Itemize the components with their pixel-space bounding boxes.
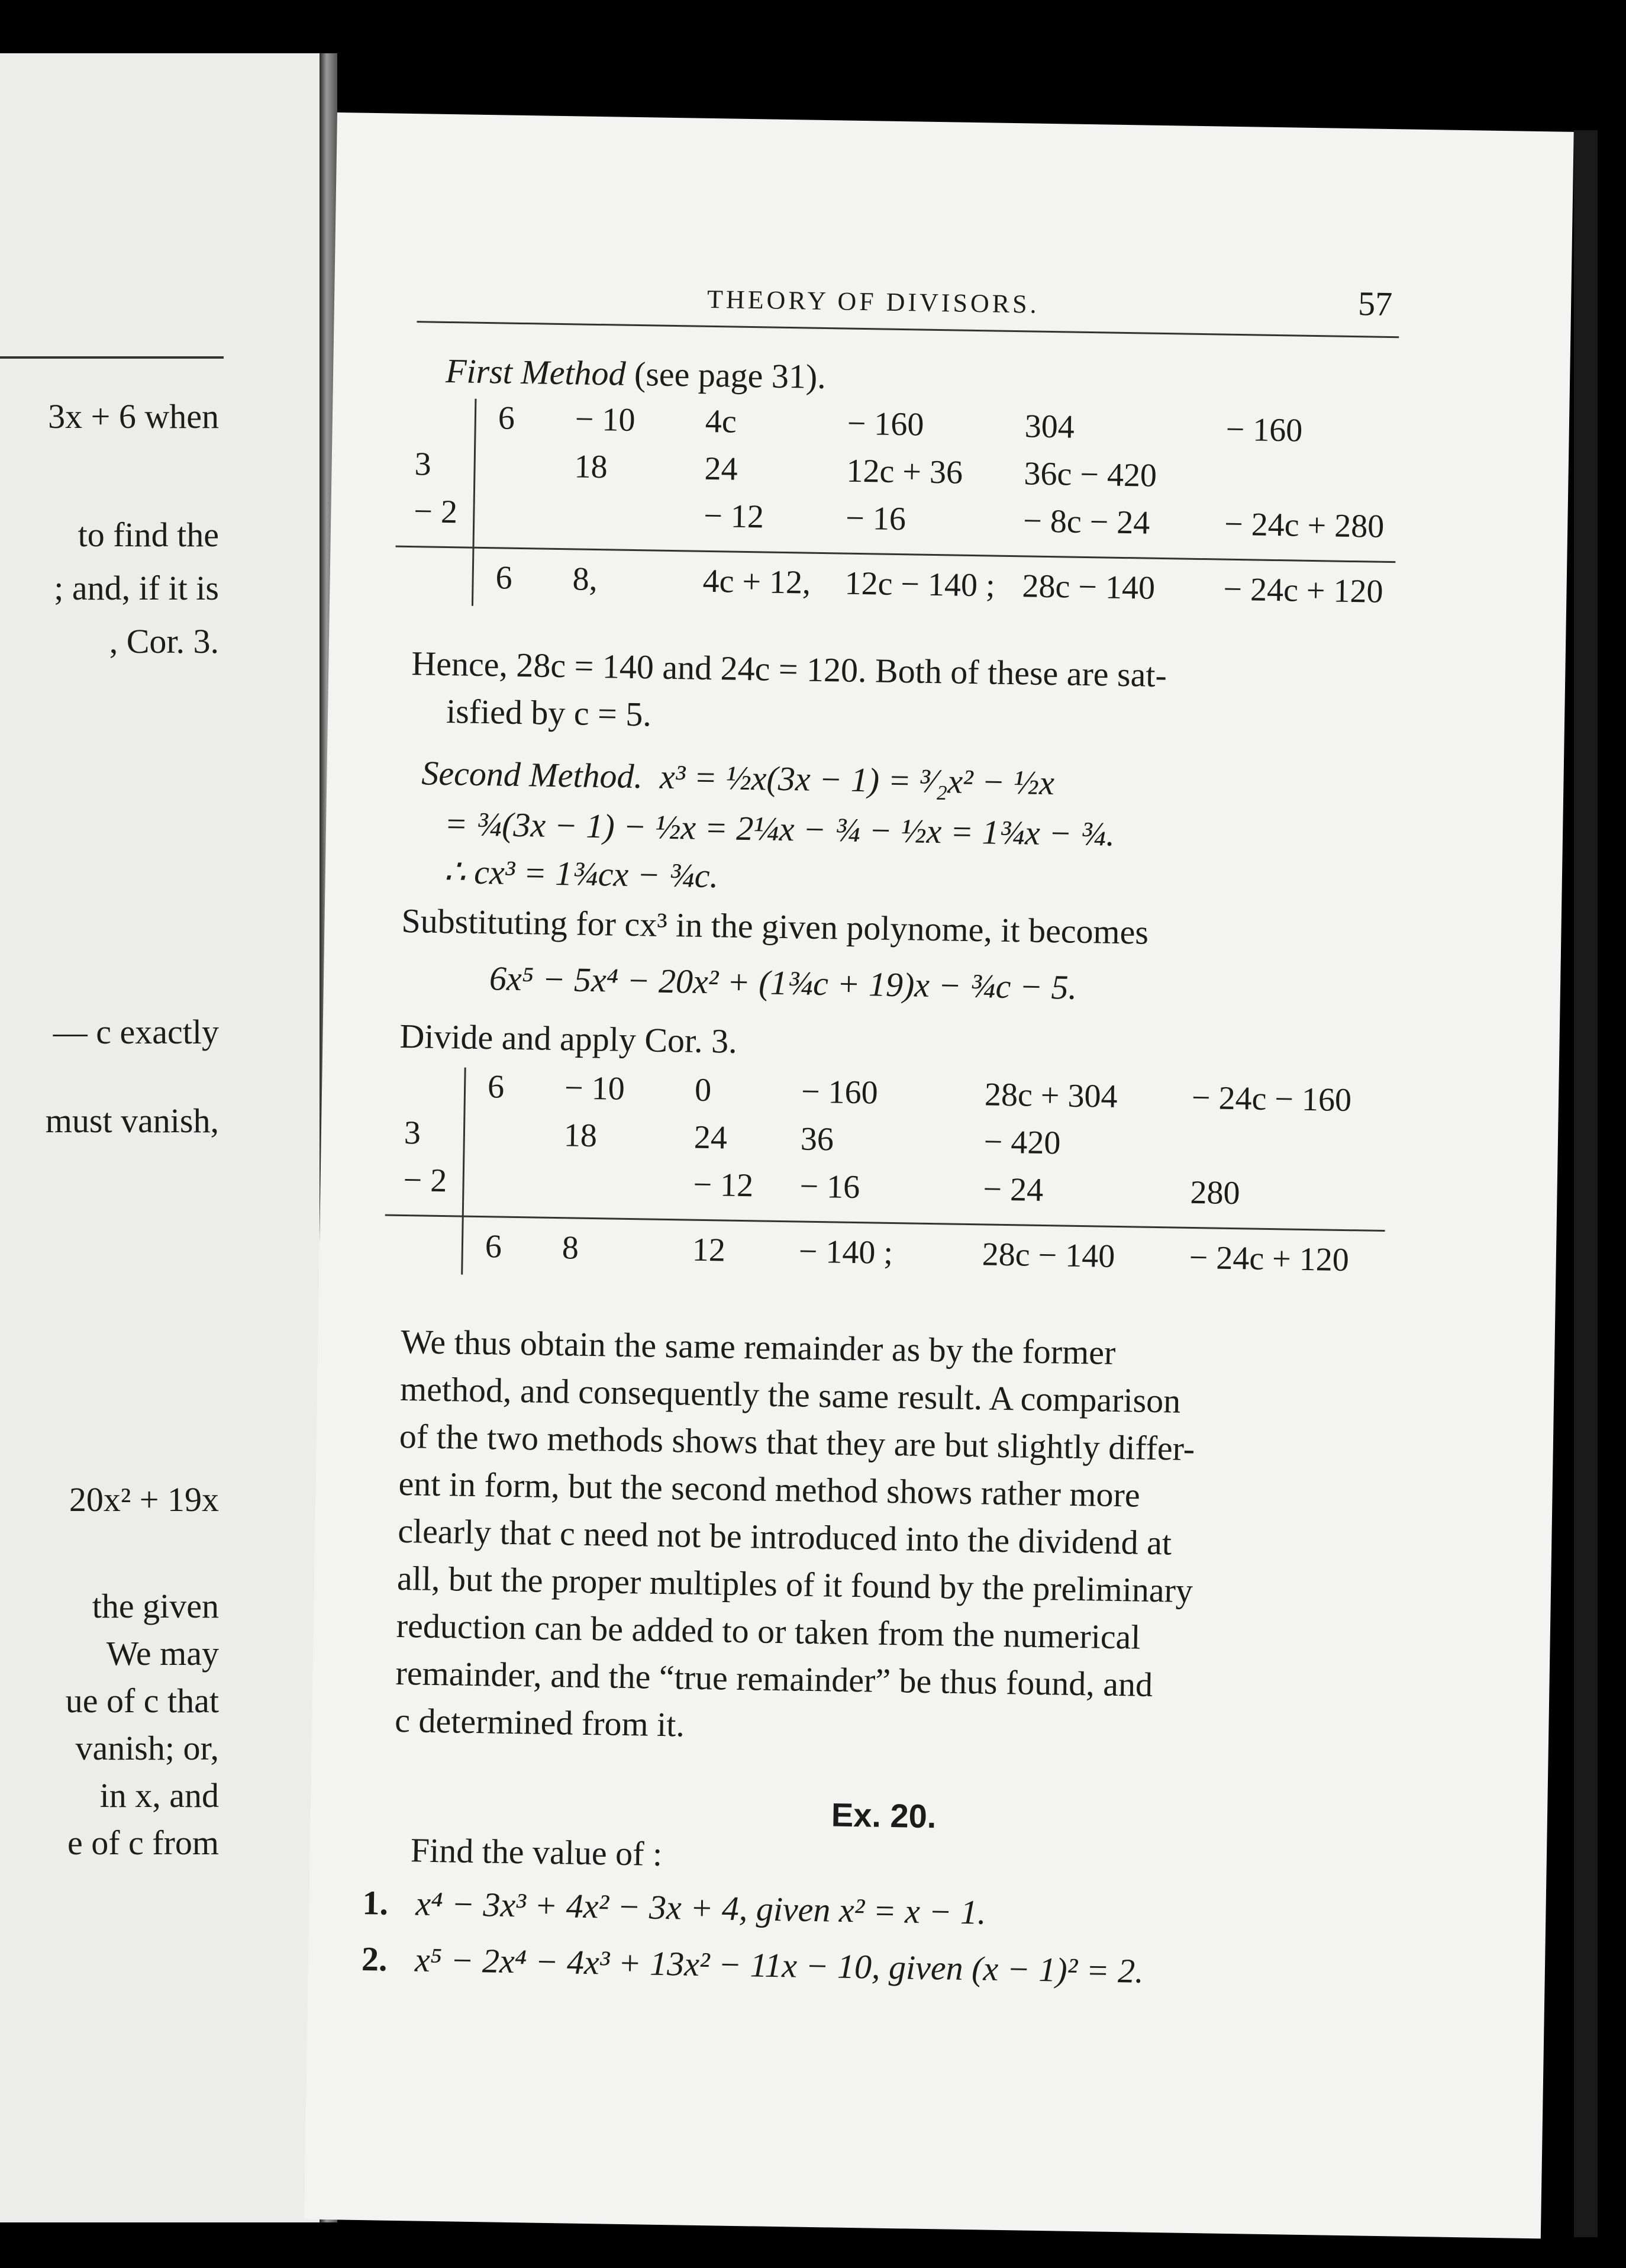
division-cell: 304 — [1024, 408, 1075, 446]
result-cell: 8 — [562, 1229, 579, 1267]
left-page-line: the given — [92, 1587, 219, 1625]
left-page-line: e of c from — [67, 1824, 219, 1862]
equation-2: = ¾(3x − 1) − ½x = 2¼x − ¾ − ½x = 1¾x − ¾. — [444, 804, 1115, 853]
left-page-line: ; and, if it is — [54, 569, 219, 607]
division-cell: 28c + 304 — [984, 1076, 1118, 1115]
division-cell: 0 — [694, 1071, 712, 1109]
division-cell: − 12 — [693, 1166, 754, 1204]
paragraph-line: method, and consequently the same result. A comparison — [399, 1369, 1181, 1420]
polynome-expression: 6x⁵ − 5x⁴ − 20x² + (1¾c + 19)x − ¾c − 5. — [489, 959, 1077, 1007]
division-cell: − 10 — [564, 1069, 625, 1107]
division-cell: − 24 — [983, 1171, 1044, 1209]
result-cell: − 140 ; — [798, 1233, 893, 1271]
division-cell: 6 — [498, 400, 515, 437]
paragraph-line: We thus obtain the same remainder as by the former — [400, 1322, 1116, 1372]
paragraph-line: c determined from it. — [394, 1700, 685, 1744]
result-cell: 12c − 140 ; — [844, 565, 996, 604]
left-page-line: 20x² + 19x — [69, 1480, 219, 1519]
division-cell: − 420 — [983, 1123, 1061, 1162]
result-cell: 6 — [485, 1228, 502, 1265]
result-cell: − 24c + 120 — [1189, 1239, 1350, 1279]
division-cell: 6 — [487, 1068, 505, 1106]
substitution-text: Substituting for cx³ in the given polynome, it becomes — [401, 901, 1149, 952]
left-page-line: in x, and — [99, 1776, 219, 1815]
paragraph-line: clearly that c need not be introduced into the dividend at — [397, 1511, 1172, 1563]
division-cell: 24 — [693, 1119, 728, 1156]
division-cell: 18 — [574, 448, 608, 486]
divisor-label: − 2 — [413, 493, 458, 531]
exercise-intro: Find the value of : — [410, 1831, 663, 1873]
facing-page-left — [0, 53, 320, 2222]
divide-instruction: Divide and apply Cor. 3. — [399, 1016, 738, 1061]
left-page-line: — c exactly — [53, 1013, 219, 1051]
result-cell: − 24c + 120 — [1223, 571, 1384, 610]
left-page-line: , Cor. 3. — [109, 622, 219, 661]
hence-line-1: Hence, 28c = 140 and 24c = 120. Both of these are sat- — [411, 644, 1167, 695]
division-separator-horizontal — [395, 546, 1395, 563]
page-number: 57 — [1357, 284, 1393, 324]
second-method-line-1 — [421, 753, 1055, 803]
left-page-line: We may — [106, 1634, 219, 1673]
exercise-expression: x⁴ − 3x³ + 4x² − 3x + 4, given x² = x − 1. — [415, 1884, 987, 1932]
result-cell: 28c − 140 — [1022, 568, 1156, 607]
division-cell: − 12 — [703, 497, 764, 536]
division-cell: − 16 — [799, 1168, 860, 1206]
division-cell: − 160 — [801, 1073, 879, 1112]
division-separator-vertical — [461, 1068, 466, 1275]
division-cell: − 16 — [845, 500, 906, 538]
synthetic-division-table-1 — [394, 398, 1404, 656]
left-page-line: to find the — [78, 516, 219, 554]
header-rule — [417, 321, 1399, 338]
division-separator-horizontal — [385, 1214, 1385, 1232]
left-page-line: vanish; or, — [75, 1729, 219, 1767]
division-cell: 36 — [800, 1120, 834, 1158]
division-cell: 24 — [704, 450, 738, 488]
synthetic-division-table-2 — [383, 1067, 1393, 1325]
result-cell: 4c + 12, — [702, 562, 811, 601]
division-separator-vertical — [472, 399, 476, 606]
division-cell: − 24c + 280 — [1224, 505, 1385, 545]
second-method-title: Second Method. — [421, 753, 643, 796]
paragraph-line: of the two methods shows that they are but slightly differ- — [399, 1416, 1195, 1468]
divisor-label: − 2 — [403, 1161, 447, 1200]
first-method-reference: (see page 31). — [625, 354, 827, 397]
result-cell: 12 — [692, 1231, 726, 1269]
division-cell: − 160 — [1225, 411, 1303, 449]
exercise-title: Ex. 20. — [831, 1796, 937, 1835]
result-cell: 6 — [495, 559, 513, 597]
result-cell: 28c − 140 — [982, 1236, 1115, 1275]
comparison-paragraph — [395, 1318, 1372, 1760]
left-page-line: ue of c that — [65, 1681, 219, 1720]
division-cell: 12c + 36 — [846, 452, 963, 491]
exercise-number: 2. — [361, 1940, 388, 1979]
division-cell: 36c − 420 — [1024, 455, 1157, 494]
division-cell: 4c — [705, 402, 737, 440]
paragraph-line: ent in form, but the second method shows rather more — [398, 1464, 1141, 1515]
left-page-rule — [0, 356, 224, 359]
division-cell: 18 — [563, 1117, 598, 1155]
division-cell: 280 — [1190, 1174, 1240, 1212]
exercise-number: 1. — [362, 1883, 389, 1922]
equation-3: ∴ cx³ = 1¾cx − ¾c. — [443, 852, 719, 895]
first-method-title: First Method — [445, 351, 627, 393]
paragraph-line: all, but the proper multiples of it found by the preliminary — [396, 1558, 1193, 1610]
division-cell: − 24c − 160 — [1191, 1079, 1352, 1119]
division-cell: − 160 — [847, 405, 924, 443]
page-edge-shadow — [1574, 130, 1598, 2237]
divisor-label: 3 — [404, 1114, 421, 1152]
left-page-line: must vanish, — [45, 1101, 219, 1140]
division-cell: − 8c − 24 — [1022, 502, 1150, 542]
hence-line-2: isfied by c = 5. — [446, 692, 652, 734]
result-cell: 8, — [572, 560, 598, 598]
running-header: THEORY OF DIVISORS. — [706, 284, 1040, 319]
exercise-expression: x⁵ − 2x⁴ − 4x³ + 13x² − 11x − 10, given (x − 1)² = 2. — [414, 1940, 1144, 1990]
equation-1: x³ = ½x(3x − 1) = ³⁄₂x² − ½x — [659, 757, 1055, 803]
first-method-heading — [446, 351, 827, 397]
paragraph-line: reduction can be added to or taken from the numerical — [396, 1606, 1141, 1657]
divisor-label: 3 — [414, 446, 432, 483]
left-page-line: 3x + 6 when — [48, 397, 219, 436]
paragraph-line: remainder, and the “true remainder” be thus found, and — [395, 1653, 1153, 1704]
page-57 — [304, 112, 1574, 2238]
division-cell: − 10 — [575, 401, 635, 439]
